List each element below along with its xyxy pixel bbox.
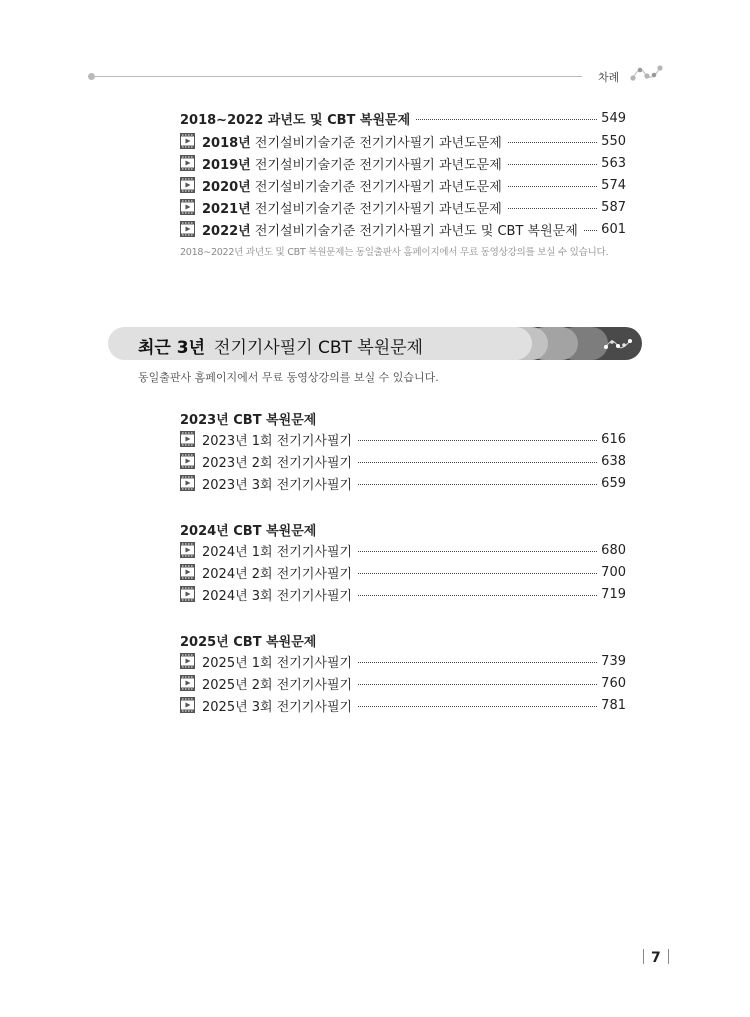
toc-page-number: 550	[601, 133, 626, 149]
toc-entry-label: 2024년 2회 전기기사필기	[202, 566, 353, 582]
toc-entry-label: 2025년 2회 전기기사필기	[202, 677, 353, 693]
page-number-left-bar	[643, 949, 644, 964]
toc-entry[interactable]	[180, 429, 626, 449]
toc-entry-label: 2022년 전기설비기술기준 전기기사필기 과년도 및 CBT 복원문제	[202, 223, 578, 239]
toc-page-number: 659	[601, 475, 626, 491]
video-play-icon	[180, 177, 195, 193]
page-number-right-bar	[668, 949, 669, 964]
video-play-icon	[180, 221, 195, 237]
toc-leader-dots	[358, 684, 597, 685]
toc-entry[interactable]	[180, 540, 626, 560]
toc-entry-past-heading[interactable]	[180, 108, 626, 128]
video-play-icon	[180, 653, 195, 669]
toc-entry-label: 2020년 전기설비기술기준 전기기사필기 과년도문제	[202, 179, 502, 195]
video-play-icon	[180, 697, 195, 713]
toc-page-number: 563	[601, 155, 626, 171]
toc-entry[interactable]	[180, 219, 626, 239]
header-rule	[92, 76, 582, 77]
toc-entry[interactable]	[180, 153, 626, 173]
toc-page-number: 719	[601, 586, 626, 602]
toc-page-number: 700	[601, 564, 626, 580]
toc-leader-dots	[358, 573, 597, 574]
toc-leader-dots	[358, 706, 597, 707]
toc-entry-label: 2021년 전기설비기술기준 전기기사필기 과년도문제	[202, 201, 502, 217]
banner-dots-decoration-icon	[604, 336, 632, 352]
toc-leader-dots	[508, 208, 597, 209]
toc-leader-dots	[358, 662, 597, 663]
toc-entry[interactable]	[180, 197, 626, 217]
toc-leader-dots	[508, 186, 597, 187]
toc-leader-dots	[508, 142, 597, 143]
toc-entry[interactable]	[180, 473, 626, 493]
toc-page-number: 549	[601, 110, 626, 126]
video-play-icon	[180, 199, 195, 215]
video-play-icon	[180, 155, 195, 171]
toc-entry[interactable]	[180, 584, 626, 604]
toc-page-number: 680	[601, 542, 626, 558]
toc-leader-dots	[358, 551, 597, 552]
toc-leader-dots	[508, 164, 597, 165]
video-play-icon	[180, 542, 195, 558]
toc-page-number: 781	[601, 697, 626, 713]
recent-section-note: 동일출판사 홈페이지에서 무료 동영상강의를 보실 수 있습니다.	[138, 371, 439, 384]
toc-leader-dots	[358, 462, 597, 463]
toc-leader-dots	[358, 484, 597, 485]
group-heading-2023: 2023년 CBT 복원문제	[180, 413, 317, 428]
section-title: 최근 3년 전기기사필기 CBT 복원문제	[138, 338, 423, 358]
toc-entry-label: 2018년 전기설비기술기준 전기기사필기 과년도문제	[202, 135, 502, 151]
toc-entry[interactable]	[180, 673, 626, 693]
group-heading-2025: 2025년 CBT 복원문제	[180, 635, 317, 650]
toc-entry-label: 2018∼2022 과년도 및 CBT 복원문제	[180, 112, 411, 128]
toc-page-number: 574	[601, 177, 626, 193]
toc-leader-dots	[416, 119, 597, 120]
toc-leader-dots	[584, 230, 597, 231]
toc-entry[interactable]	[180, 175, 626, 195]
toc-entry-label: 2025년 1회 전기기사필기	[202, 655, 353, 671]
toc-entry[interactable]	[180, 451, 626, 471]
video-play-icon	[180, 475, 195, 491]
toc-entry[interactable]	[180, 131, 626, 151]
toc-leader-dots	[358, 595, 597, 596]
past-section-note: 2018∼2022년 과년도 및 CBT 복원문제는 동일출판사 홈페이지에서 무료 동영상강의를 보실 수 있습니다.	[180, 247, 609, 258]
toc-entry-label: 2019년 전기설비기술기준 전기기사필기 과년도문제	[202, 157, 502, 173]
toc-page-number: 587	[601, 199, 626, 215]
toc-entry-label: 2024년 1회 전기기사필기	[202, 544, 353, 560]
toc-page-number: 638	[601, 453, 626, 469]
toc-page-number: 760	[601, 675, 626, 691]
video-play-icon	[180, 431, 195, 447]
video-play-icon	[180, 453, 195, 469]
toc-entry-label: 2024년 3회 전기기사필기	[202, 588, 353, 604]
toc-page-number: 601	[601, 221, 626, 237]
header-dots-decoration-icon	[630, 64, 664, 82]
toc-entry[interactable]	[180, 651, 626, 671]
video-play-icon	[180, 133, 195, 149]
toc-leader-dots	[358, 440, 597, 441]
toc-entry-label: 2023년 1회 전기기사필기	[202, 433, 353, 449]
video-play-icon	[180, 675, 195, 691]
page-number	[636, 949, 676, 966]
page-number-value: 7	[651, 950, 661, 966]
group-heading-2024: 2024년 CBT 복원문제	[180, 524, 317, 539]
toc-entry-label: 2023년 3회 전기기사필기	[202, 477, 353, 493]
header-title: 차례	[598, 71, 620, 84]
video-play-icon	[180, 586, 195, 602]
toc-entry[interactable]	[180, 562, 626, 582]
toc-page-number: 616	[601, 431, 626, 447]
toc-entry-label: 2023년 2회 전기기사필기	[202, 455, 353, 471]
video-play-icon	[180, 564, 195, 580]
toc-entry[interactable]	[180, 695, 626, 715]
toc-entry-label: 2025년 3회 전기기사필기	[202, 699, 353, 715]
toc-page-number: 739	[601, 653, 626, 669]
